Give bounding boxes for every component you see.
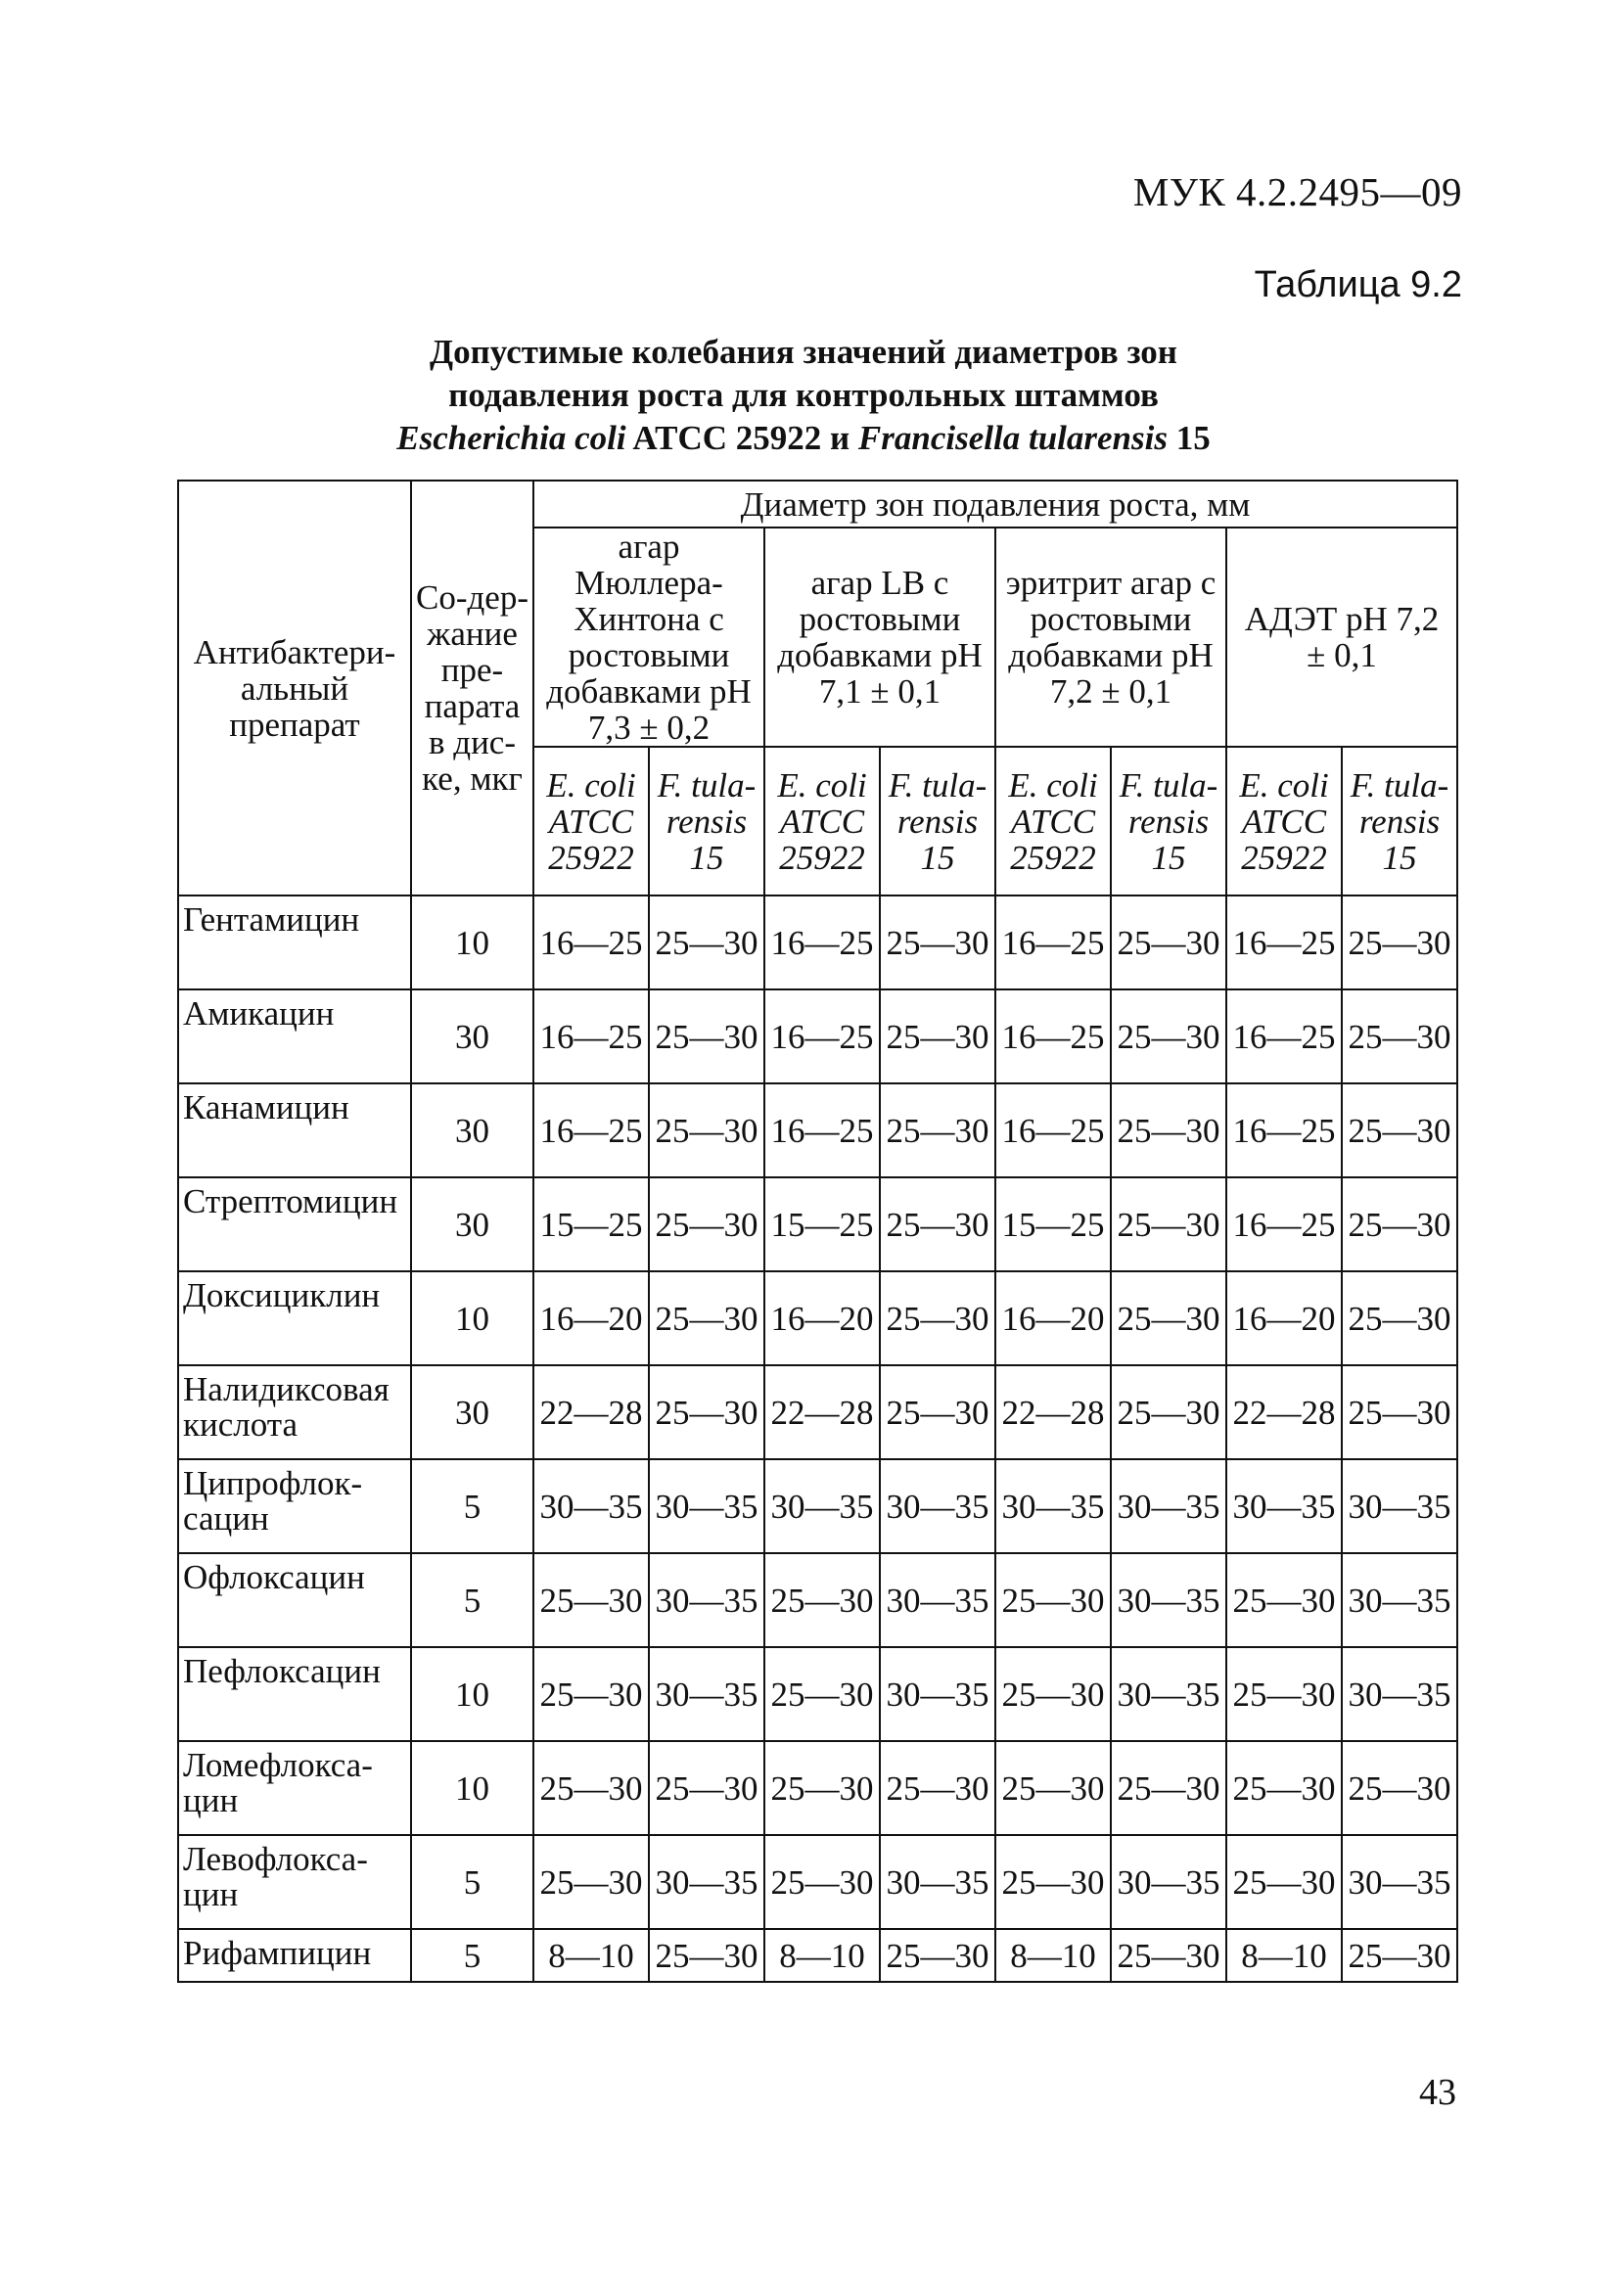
- zone-diameter-value: 25—30: [995, 1553, 1111, 1647]
- zone-diameter-value: 30—35: [1226, 1459, 1342, 1553]
- zone-diameter-value: 25—30: [649, 1271, 764, 1365]
- zone-diameter-value: 30—35: [533, 1459, 649, 1553]
- table-row: [178, 1929, 1457, 1982]
- diameter-header: Диаметр зон подавления роста, мм: [533, 481, 1457, 528]
- zone-diameter-value: 25—30: [995, 1741, 1111, 1835]
- zone-diameter-value: 30—35: [1342, 1459, 1457, 1553]
- strain-header-ecoli: E. coli ATCC 25922: [533, 747, 649, 895]
- zone-diameter-value: 25—30: [880, 1929, 995, 1982]
- zone-diameter-value: 25—30: [1342, 1083, 1457, 1177]
- medium-header: эритрит агар с ростовыми добавками pH 7,2 ± 0,1: [995, 528, 1226, 747]
- disk-content: 10: [411, 895, 533, 989]
- drug-name: Левофлокса-цин: [178, 1835, 411, 1929]
- table-row: [178, 1177, 1457, 1271]
- zone-diameter-value: 25—30: [1111, 1177, 1226, 1271]
- disk-content: 30: [411, 1177, 533, 1271]
- zone-diameter-value: 25—30: [995, 1647, 1111, 1741]
- medium-header: агар LB с ростовыми добавками pH 7,1 ± 0,1: [764, 528, 995, 747]
- title-line-1: Допустимые колебания значений диаметров зон: [430, 333, 1177, 371]
- zone-diameter-value: 25—30: [1342, 1741, 1457, 1835]
- zone-diameter-value: 16—25: [764, 989, 880, 1083]
- zone-diameter-value: 30—35: [995, 1459, 1111, 1553]
- zone-diameter-value: 25—30: [764, 1553, 880, 1647]
- drug-name: Офлоксацин: [178, 1553, 411, 1647]
- zone-diameter-value: 30—35: [1342, 1553, 1457, 1647]
- zone-diameter-value: 25—30: [1226, 1741, 1342, 1835]
- drug-name: Рифампицин: [178, 1929, 411, 1982]
- zone-diameter-value: 25—30: [649, 1083, 764, 1177]
- strain-header-ftularensis: F. tula-rensis 15: [1111, 747, 1226, 895]
- zone-diameter-value: 25—30: [1342, 1365, 1457, 1459]
- zone-diameter-value: 30—35: [649, 1459, 764, 1553]
- table-row: [178, 1835, 1457, 1929]
- zone-diameter-value: 25—30: [1342, 989, 1457, 1083]
- zone-diameter-value: 25—30: [764, 1835, 880, 1929]
- title-strain-1: ATCC 25922 и: [632, 419, 850, 457]
- drug-name: Ципрофлок-сацин: [178, 1459, 411, 1553]
- strain-header-ftularensis: F. tula-rensis 15: [1342, 747, 1457, 895]
- zone-diameter-value: 25—30: [1111, 1271, 1226, 1365]
- zone-diameter-value: 25—30: [880, 1177, 995, 1271]
- disk-content: 30: [411, 989, 533, 1083]
- zone-diameter-value: 25—30: [1111, 1741, 1226, 1835]
- table-title: [0, 331, 1607, 460]
- zone-diameter-value: 25—30: [1111, 895, 1226, 989]
- document-code: МУК 4.2.2495—09: [1132, 169, 1462, 214]
- disk-content: 5: [411, 1929, 533, 1982]
- zone-diameter-value: 16—25: [1226, 1177, 1342, 1271]
- zone-diameter-value: 16—25: [764, 895, 880, 989]
- zone-diameter-value: 15—25: [533, 1177, 649, 1271]
- strain-header-ftularensis: F. tula-rensis 15: [880, 747, 995, 895]
- disk-content: 30: [411, 1365, 533, 1459]
- zone-diameter-value: 30—35: [649, 1553, 764, 1647]
- zone-diameter-value: 16—25: [533, 895, 649, 989]
- table-row: [178, 1271, 1457, 1365]
- zone-diameter-value: 25—30: [649, 1177, 764, 1271]
- title-line-2: подавления роста для контрольных штаммов: [448, 376, 1159, 414]
- zone-diameter-value: 30—35: [880, 1459, 995, 1553]
- zone-diameter-value: 16—25: [1226, 1083, 1342, 1177]
- medium-header: агар Мюллера-Хинтона с ростовыми добавками pH 7,3 ± 0,2: [533, 528, 764, 747]
- zone-diameter-value: 25—30: [995, 1835, 1111, 1929]
- zone-diameter-value: 25—30: [880, 1365, 995, 1459]
- zone-diameter-value: 8—10: [764, 1929, 880, 1982]
- zone-diameter-value: 30—35: [1342, 1647, 1457, 1741]
- drug-name: Пефлоксацин: [178, 1647, 411, 1741]
- title-line-3: [0, 417, 1607, 460]
- table-row: [178, 1459, 1457, 1553]
- zone-diameter-value: 25—30: [1342, 1271, 1457, 1365]
- disk-content: 10: [411, 1271, 533, 1365]
- medium-header: АДЭТ pH 7,2 ± 0,1: [1226, 528, 1457, 747]
- zone-diameter-value: 30—35: [764, 1459, 880, 1553]
- zone-diameter-value: 25—30: [533, 1647, 649, 1741]
- zone-diameter-value: 25—30: [880, 1271, 995, 1365]
- zone-diameter-value: 16—25: [995, 895, 1111, 989]
- zone-diameter-value: 25—30: [1111, 1365, 1226, 1459]
- table-row: [178, 1647, 1457, 1741]
- zone-diameter-value: 8—10: [1226, 1929, 1342, 1982]
- zone-diameter-value: 22—28: [764, 1365, 880, 1459]
- zone-diameter-value: 25—30: [1226, 1647, 1342, 1741]
- drug-name: Ломефлокса-цин: [178, 1741, 411, 1835]
- zone-diameter-value: 25—30: [533, 1741, 649, 1835]
- zone-diameter-value: 30—35: [1111, 1553, 1226, 1647]
- zone-diameter-value: 15—25: [764, 1177, 880, 1271]
- zone-diameter-value: 16—20: [764, 1271, 880, 1365]
- zone-diameter-value: 30—35: [649, 1835, 764, 1929]
- zone-diameter-value: 16—25: [995, 1083, 1111, 1177]
- strain-header-ecoli: E. coli ATCC 25922: [764, 747, 880, 895]
- zone-diameter-value: 30—35: [1111, 1459, 1226, 1553]
- zone-diameter-value: 16—25: [995, 989, 1111, 1083]
- zone-diameter-value: 16—25: [533, 1083, 649, 1177]
- zone-diameter-value: 16—25: [764, 1083, 880, 1177]
- drug-column-header: Антибактери-альный препарат: [178, 481, 411, 895]
- strain-header-ecoli: E. coli ATCC 25922: [995, 747, 1111, 895]
- zone-diameter-value: 22—28: [995, 1365, 1111, 1459]
- disk-content: 5: [411, 1835, 533, 1929]
- zone-diameter-value: 30—35: [649, 1647, 764, 1741]
- zone-diameter-value: 25—30: [649, 1741, 764, 1835]
- zone-diameter-value: 25—30: [533, 1553, 649, 1647]
- zone-diameter-value: 16—20: [1226, 1271, 1342, 1365]
- drug-name: Канамицин: [178, 1083, 411, 1177]
- zone-diameter-value: 16—25: [1226, 989, 1342, 1083]
- table-row: [178, 895, 1457, 989]
- title-species-2: Francisella tularensis: [857, 419, 1168, 457]
- disk-content: 10: [411, 1647, 533, 1741]
- zone-diameter-value: 25—30: [1111, 1929, 1226, 1982]
- zone-diameter-value: 30—35: [1342, 1835, 1457, 1929]
- zone-diameter-value: 15—25: [995, 1177, 1111, 1271]
- zone-diameter-value: 25—30: [533, 1835, 649, 1929]
- zone-diameter-value: 16—20: [533, 1271, 649, 1365]
- strain-header-ftularensis: F. tula-rensis 15: [649, 747, 764, 895]
- zone-diameter-value: 16—20: [995, 1271, 1111, 1365]
- zone-diameter-value: 8—10: [533, 1929, 649, 1982]
- zone-diameter-value: 25—30: [1342, 1929, 1457, 1982]
- zone-diameter-value: 25—30: [1111, 1083, 1226, 1177]
- table-row: [178, 1083, 1457, 1177]
- table-row: [178, 1553, 1457, 1647]
- drug-name: Доксициклин: [178, 1271, 411, 1365]
- zone-diameter-value: 8—10: [995, 1929, 1111, 1982]
- zone-diameter-value: 30—35: [1111, 1835, 1226, 1929]
- title-species-1: Escherichia coli: [396, 419, 626, 457]
- drug-name: Стрептомицин: [178, 1177, 411, 1271]
- zone-diameter-value: 25—30: [1226, 1553, 1342, 1647]
- zone-diameter-value: 25—30: [1342, 895, 1457, 989]
- table-number: Таблица 9.2: [1254, 264, 1462, 305]
- zone-diameter-table: [177, 480, 1458, 1983]
- zone-diameter-value: 25—30: [1342, 1177, 1457, 1271]
- drug-name: Гентамицин: [178, 895, 411, 989]
- zone-diameter-value: 25—30: [1226, 1835, 1342, 1929]
- zone-diameter-value: 30—35: [1111, 1647, 1226, 1741]
- zone-diameter-value: 25—30: [880, 989, 995, 1083]
- content-column-header: Со-дер-жание пре-парата в дис-ке, мкг: [411, 481, 533, 895]
- drug-name: Амикацин: [178, 989, 411, 1083]
- table-row: [178, 1365, 1457, 1459]
- zone-diameter-value: 25—30: [1111, 989, 1226, 1083]
- zone-diameter-value: 22—28: [1226, 1365, 1342, 1459]
- zone-diameter-value: 25—30: [764, 1741, 880, 1835]
- strain-header-ecoli: E. coli ATCC 25922: [1226, 747, 1342, 895]
- zone-diameter-value: 16—25: [533, 989, 649, 1083]
- zone-diameter-value: 25—30: [880, 1741, 995, 1835]
- zone-diameter-value: 30—35: [880, 1647, 995, 1741]
- zone-diameter-value: 16—25: [1226, 895, 1342, 989]
- zone-diameter-value: 25—30: [649, 1365, 764, 1459]
- zone-diameter-value: 30—35: [880, 1553, 995, 1647]
- zone-diameter-value: 25—30: [880, 1083, 995, 1177]
- disk-content: 5: [411, 1459, 533, 1553]
- zone-diameter-value: 25—30: [764, 1647, 880, 1741]
- disk-content: 5: [411, 1553, 533, 1647]
- disk-content: 10: [411, 1741, 533, 1835]
- zone-diameter-value: 25—30: [649, 989, 764, 1083]
- table-row: [178, 1741, 1457, 1835]
- page-number: 43: [1419, 2072, 1456, 2113]
- drug-name: Налидиксовая кислота: [178, 1365, 411, 1459]
- disk-content: 30: [411, 1083, 533, 1177]
- zone-diameter-value: 22—28: [533, 1365, 649, 1459]
- zone-diameter-value: 25—30: [880, 895, 995, 989]
- title-strain-2: 15: [1175, 419, 1211, 457]
- zone-diameter-value: 25—30: [649, 1929, 764, 1982]
- zone-diameter-value: 25—30: [649, 895, 764, 989]
- table-row: [178, 989, 1457, 1083]
- zone-diameter-value: 30—35: [880, 1835, 995, 1929]
